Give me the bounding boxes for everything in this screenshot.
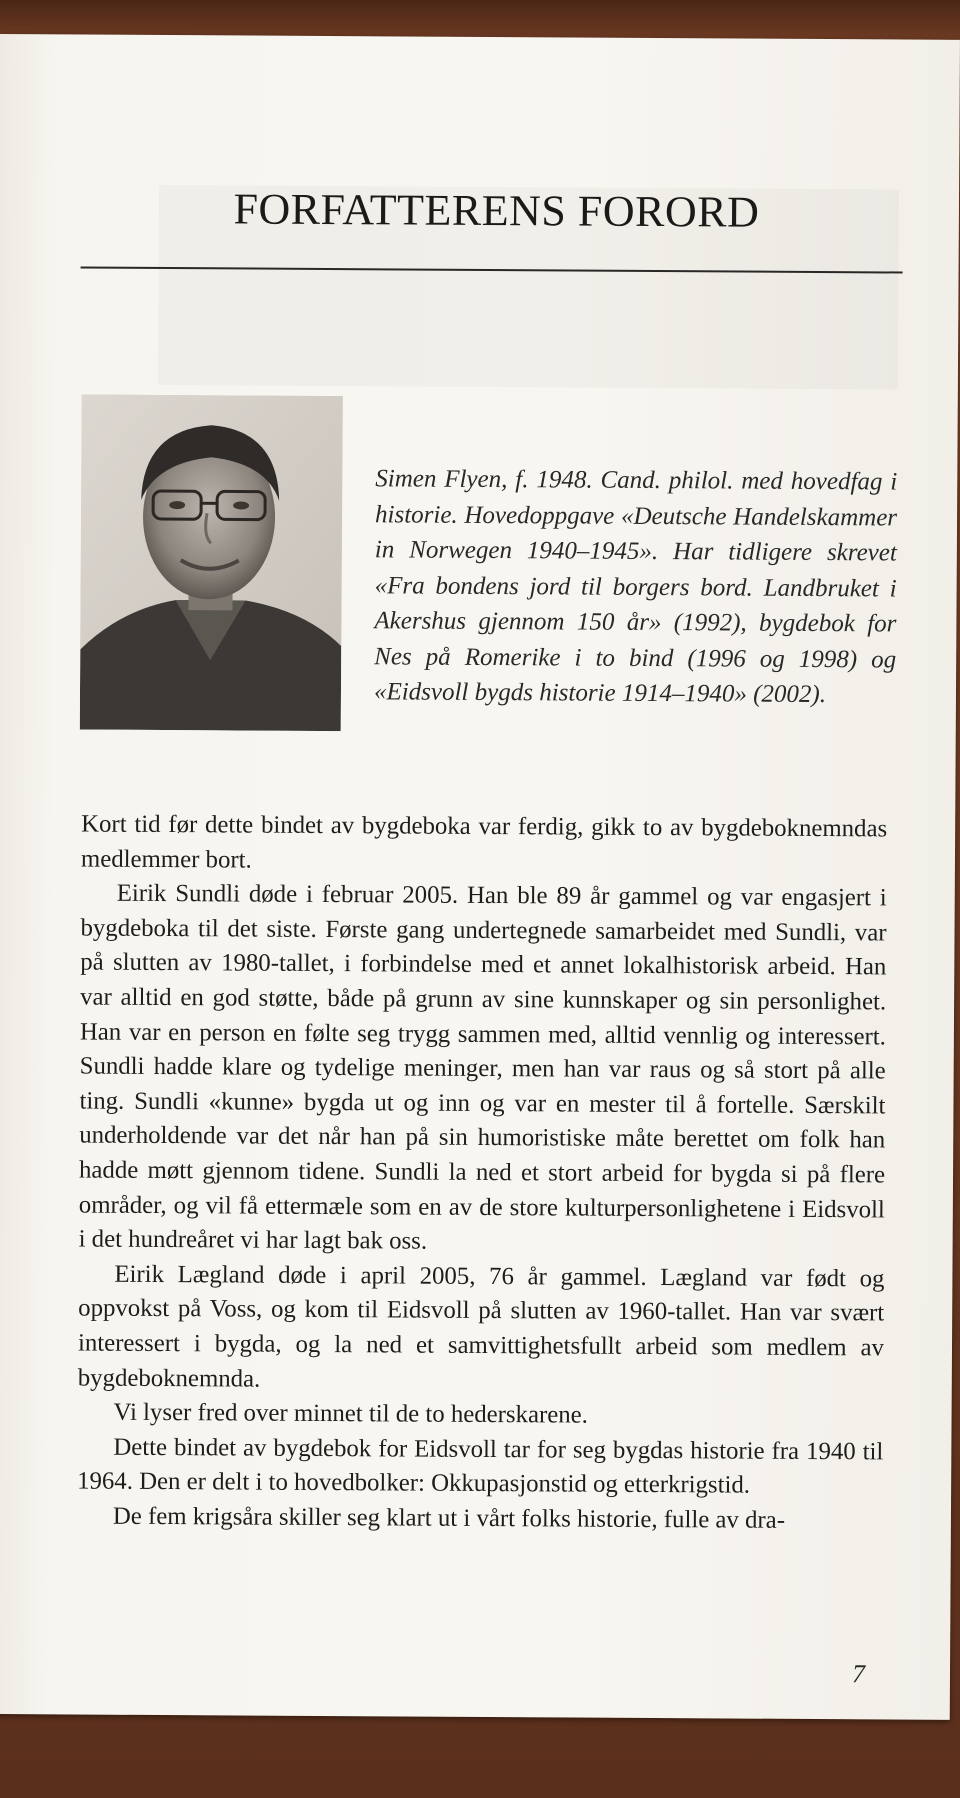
paragraph: Vi lyser fred over minnet til de to hederskarene. — [113, 1398, 588, 1429]
author-portrait — [80, 395, 343, 732]
paragraph: Eirik Sundli døde i februar 2005. Han ble 89 år gammel og var engasjert i bygdeboka til det siste. Første gang undertegnede samarbeidet med Sundli, var på slutten av 1980-tallet, i forbindelse med et annet lokalhistorisk arbeid. Han var alltid en god støtte, både på grunn av sine kunnskaper og sin personlighet. Han var en person en følte seg trygg sammen med, alltid vennlig og interessert. Sundli hadde klare og tydelige meninger, men han var raus og så stort på alle ting. Sundli «kunne» bygda ut og inn og var en mester til å fortelle. Særskilt underholdende var det når han på sin humoristiske måte berettet om folk han hadde møtt gjennom tidene. Sundli la ned et stort arbeid for bygda si på flere områder, og vil få ettermæle som en av de store kulturpersonlighetene i Eidsvoll i det hundreåret vi har lagt bak oss. — [78, 879, 887, 1255]
page-heading: FORFATTERENS FORORD — [233, 184, 760, 237]
paragraph: Kort tid før dette bindet av bygdeboka var ferdig, gikk to av bygdeboknemndas medlemmer bort. — [80, 810, 888, 874]
book-page — [0, 34, 960, 1720]
portrait-caption: Simen Flyen, f. 1948. Cand. philol. med hovedfag i historie. Hovedoppgave «Deutsche Handelskammer in Norwegen 1940–1945». Har tidligere skrevet «Fra bondens jord til borgers bord. Landbruket i Akershus gjennom 150 år» (1992), bygdebok for Nes på Romerike i to bind (1996 og 1998) og «Eidsvoll bygds historie 1914–1940» (2002). — [373, 465, 898, 709]
paragraph: Eirik Lægland døde i april 2005, 76 år gammel. Lægland var født og oppvokst på Voss, og kom til Eidsvoll på slutten av 1960-tallet. Han var svært interessert i bygda, og la ned et samvittighetsfullt arbeid som medlem av bygdeboknemnda. — [77, 1260, 885, 1393]
paragraph: De fem krigsåra skiller seg klart ut i vårt folks historie, fulle av dra- — [112, 1502, 786, 1534]
paragraph: Dette bindet av bygdebok for Eidsvoll tar for seg bygdas historie fra 1940 til 1964. Den er delt i to hovedbolker: Okkupasjonstid og etterkrigstid. — [77, 1433, 884, 1499]
page-number: 7 — [851, 1659, 866, 1689]
foreword-body — [77, 808, 887, 1539]
